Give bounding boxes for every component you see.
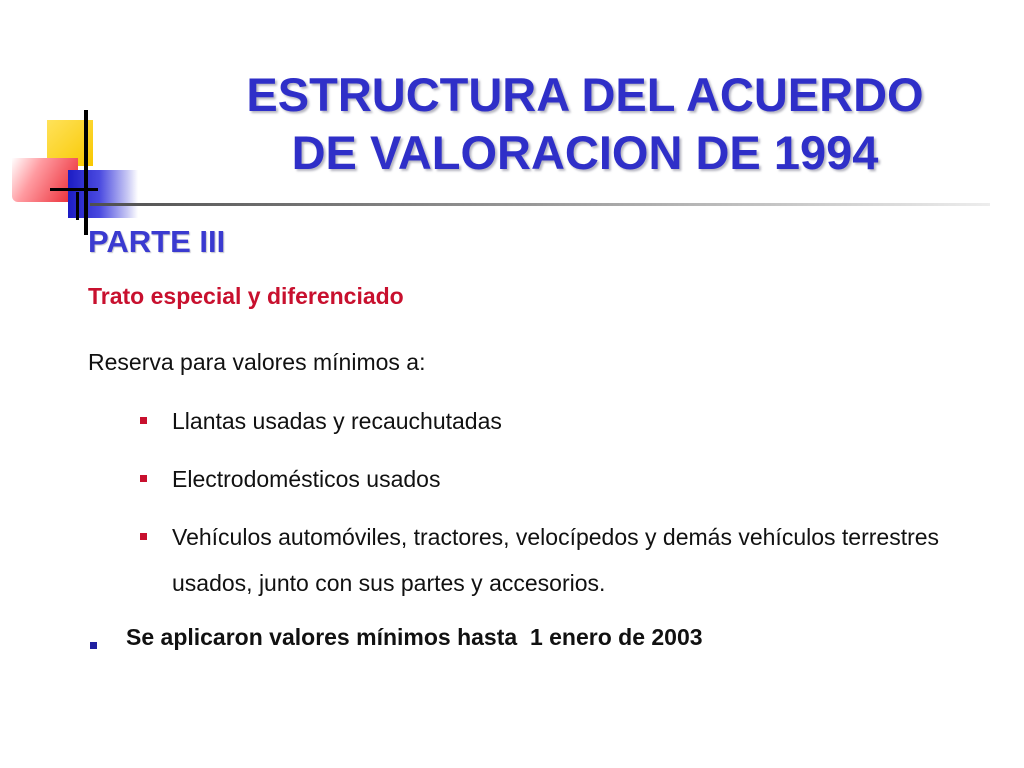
square-bullet-icon: [140, 417, 147, 424]
lead-text: Reserva para valores mínimos a:: [88, 349, 426, 375]
list-item-text: Electrodomésticos usados: [172, 466, 441, 492]
list-item-text: Vehículos automóviles, tractores, velocípedos y demás vehículos terrestres usados, junto con sus partes y accesorios.: [172, 524, 940, 596]
part-subtitle: PARTE III: [88, 224, 226, 259]
vertical-line-shape: [76, 192, 79, 220]
list-item: [0, 514, 1024, 606]
list-item: [0, 398, 1024, 444]
title-line-2: DE VALORACION DE 1994: [291, 126, 879, 179]
square-bullet-icon: [140, 533, 147, 540]
horizontal-line-shape: [50, 188, 98, 191]
square-bullet-icon: [140, 475, 147, 482]
reserved-items-list: [0, 398, 1024, 618]
section-heading: Trato especial y diferenciado: [88, 283, 404, 309]
main-point-text: Se aplicaron valores mínimos hasta 1 enero de 2003: [126, 624, 703, 650]
square-bullet-icon: [90, 642, 97, 649]
list-item: [0, 456, 1024, 502]
list-item-text: Llantas usadas y recauchutadas: [172, 408, 502, 434]
title-divider: [90, 203, 990, 206]
title-line-1: ESTRUCTURA DEL ACUERDO: [246, 68, 924, 121]
decorative-logo: [0, 100, 170, 240]
vertical-line-shape: [84, 110, 88, 235]
slide-title: [200, 66, 970, 182]
